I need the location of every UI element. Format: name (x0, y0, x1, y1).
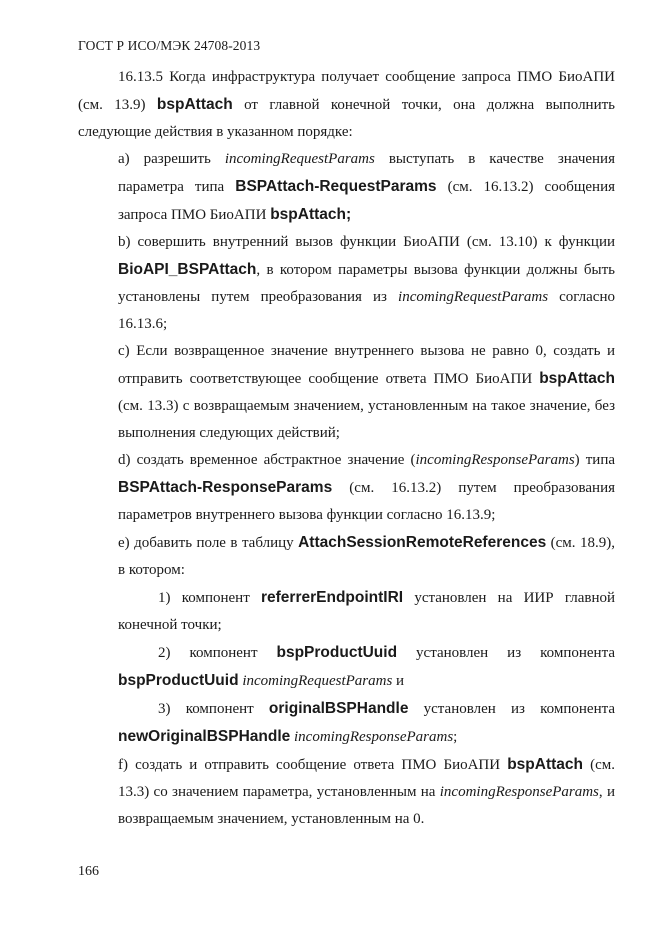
code-term: bspAttach; (270, 206, 352, 223)
text: от главной конечной точки, она должна выполнить следующие действия в указанном порядке: (78, 97, 615, 140)
code-term: bspAttach (507, 756, 583, 773)
text: 2) компонент (158, 645, 277, 661)
code-term: AttachSessionRemoteReferences (298, 534, 547, 551)
text: b) совершить внутренний вызов функции БиоАПИ (см. 13.10) к функции (118, 234, 615, 250)
text: (см. 16.13.2) путем преобразования параметров внутреннего вызова функции согласно 16.13.9; (118, 480, 615, 523)
paragraph-16-13-5 (78, 64, 615, 146)
sub-item-3 (118, 695, 615, 751)
text: (см. 18.9), в котором: (118, 535, 615, 578)
sub-item-2 (118, 639, 615, 695)
list-item-d (118, 447, 615, 529)
code-term: BSPAttach-RequestParams (235, 178, 437, 195)
text: и (392, 673, 405, 689)
list-item-f (118, 751, 615, 833)
code-term: bspAttach (156, 96, 233, 113)
list-item-e (118, 529, 615, 584)
text: (см. 13.3) со значением параметра, установленным на (118, 757, 615, 800)
text: d) создать временное абстрактное значение ( (118, 452, 416, 468)
sub-item-1 (118, 584, 615, 639)
param-term: incomingRequestParams (398, 289, 549, 305)
list-item-a (118, 146, 615, 229)
param-term: incomingResponseParams (415, 452, 575, 468)
code-term: BioAPI_BSPAttach (118, 261, 257, 278)
code-term: referrerEndpointIRI (260, 589, 404, 606)
code-term: bspProductUuid (276, 644, 398, 661)
text: ; (453, 729, 458, 745)
text: 1) компонент (158, 590, 261, 606)
param-term: incomingRequestParams (242, 673, 393, 689)
text: (см. 16.13.2) сообщения запроса ПМО БиоАПИ (118, 179, 616, 223)
text: c) Если возвращенное значение внутреннего вызова не равно 0, создать и отправить соответствующее сообщение ответа ПМО БиоАПИ (118, 343, 615, 387)
text: 3) компонент (158, 701, 269, 717)
text: (см. 13.3) с возвращаемым значением, установленным на такое значение, без выполнения следующих действий; (118, 398, 615, 441)
text: ) типа (574, 452, 616, 468)
param-term: incomingRequestParams (224, 151, 375, 167)
list-item-c (118, 338, 615, 447)
text: , в котором параметры вызова функции должны быть установлены путем преобразования из (118, 262, 615, 305)
param-term: incomingResponseParams (439, 784, 599, 800)
text: установлен из компонента (408, 701, 615, 717)
code-term: originalBSPHandle (268, 700, 409, 717)
page-number: 166 (78, 864, 99, 879)
param-term: incomingResponseParams (294, 729, 454, 745)
text: , и возвращаемым значением, установленным на 0. (118, 784, 615, 827)
document-body (78, 64, 616, 833)
code-term: bspProductUuid (118, 672, 239, 689)
text: согласно 16.13.6; (118, 289, 615, 332)
text: f) создать и отправить сообщение ответа ПМО БиоАПИ (118, 757, 508, 773)
document-header: ГОСТ Р ИСО/МЭК 24708-2013 (78, 38, 261, 53)
text: выступать в качестве значения параметра типа (118, 151, 615, 195)
text: установлен из компонента (397, 645, 615, 661)
code-term: newOriginalBSPHandle (118, 728, 291, 745)
list-item-b (118, 229, 615, 338)
text: установлен на ИИР главной конечной точки; (118, 590, 615, 633)
code-term: BSPAttach-ResponseParams (118, 479, 333, 496)
code-term: bspAttach (539, 370, 615, 387)
text: е) добавить поле в таблицу (118, 535, 299, 551)
text: а) разрешить (118, 151, 225, 167)
text: 16.13.5 Когда инфраструктура получает сообщение запроса ПМО БиоАПИ (см. 13.9) (78, 69, 615, 113)
